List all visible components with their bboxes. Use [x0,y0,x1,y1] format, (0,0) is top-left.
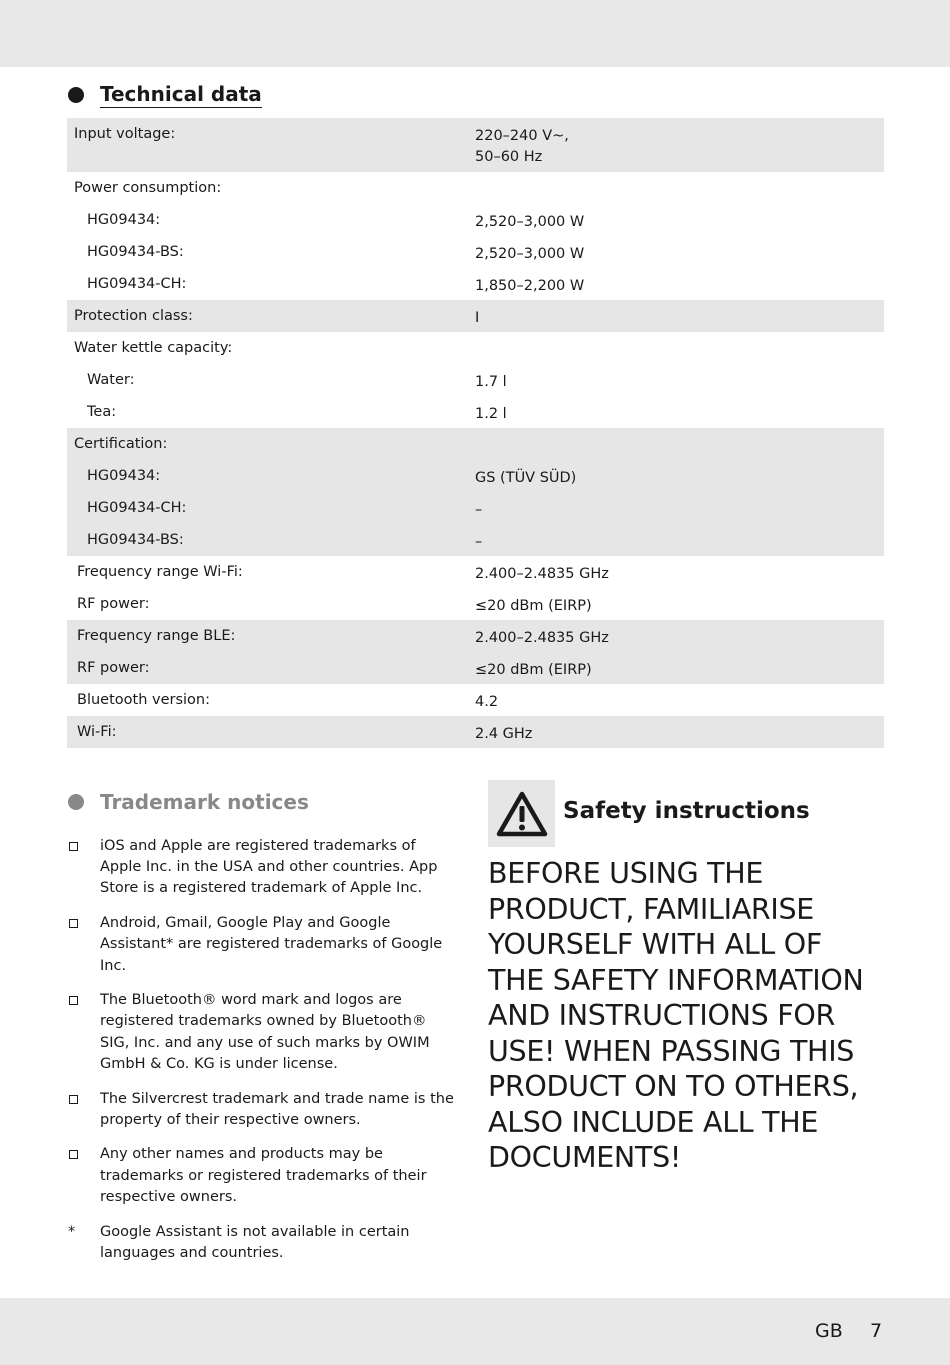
row-label: Protection class: [74,308,193,324]
safety-warning-text: BEFORE USING THE PRODUCT, FAMILIARISE YOURSELF WITH ALL OF THE SAFETY INFORMATION AND INSTRUCTIONS FOR USE! WHEN PASSING THIS PRODUCT ON TO OTHERS, ALSO INCLUDE ALL THE DOCUMENTS! [488,857,864,1174]
page-number: 7 [870,1320,883,1342]
table-row [67,460,884,492]
warning-icon-box [488,780,555,847]
table-row [67,524,884,556]
table-row [67,268,884,300]
row-value: 1.7 l [475,374,507,390]
row-label: Tea: [87,404,117,420]
row-label: Wi-Fi: [77,724,117,740]
bullet-dot-icon [68,794,84,810]
table-row [67,118,884,172]
row-label: Input voltage: [74,126,176,142]
table-row [67,588,884,620]
list-item-text: Google Assistant is not available in certain languages and countries. [100,1223,410,1261]
list-item [68,1144,460,1208]
row-label: Water: [87,372,135,388]
row-value: 2,520–3,000 W [475,214,585,230]
trademark-list [68,836,460,1277]
row-value: I [475,310,480,326]
warning-triangle-icon [496,791,548,837]
row-value: GS (TÜV SÜD) [475,470,577,486]
row-label: Certification: [74,436,168,452]
list-item [68,990,460,1075]
table-row [67,492,884,524]
table-row [67,652,884,684]
footnote-marker: * [68,1223,76,1240]
footnote-item [68,1222,460,1264]
row-value: 1,850–2,200 W [475,278,585,294]
table-row [67,172,884,204]
list-item [68,913,460,977]
table-row [67,716,884,748]
safety-title: Safety instructions [563,798,810,824]
list-item-text: Any other names and products may be trademarks or registered trademarks of their respective owners. [100,1146,427,1205]
row-value: 2.400–2.4835 GHz [475,630,609,646]
trademark-heading [68,790,309,814]
list-item-text: iOS and Apple are registered trademarks of Apple Inc. in the USA and other countries. App Store is a registered trademark of Apple Inc. [100,838,438,897]
row-value: 4.2 [475,694,499,710]
row-value: 2.400–2.4835 GHz [475,566,609,582]
row-label: Frequency range BLE: [77,628,236,644]
bullet-dot-icon [68,87,84,103]
table-row [67,428,884,460]
row-value: 1.2 l [475,406,507,422]
row-label: Power consumption: [74,180,222,196]
header-band [0,0,950,67]
row-value: 220–240 V~, 50–60 Hz [475,128,569,165]
checkbox-square-icon [69,1150,78,1159]
table-row [67,684,884,716]
row-label: HG09434-BS: [87,244,184,260]
checkbox-square-icon [69,842,78,851]
table-row [67,620,884,652]
table-row [67,396,884,428]
checkbox-square-icon [69,996,78,1005]
list-item [68,1089,460,1131]
table-row [67,300,884,332]
row-label: Bluetooth version: [77,692,210,708]
row-value: – [475,534,483,550]
technical-data-table [67,118,884,748]
table-row [67,204,884,236]
list-item-text: The Bluetooth® word mark and logos are registered trademarks owned by Bluetooth® SIG, Inc. and any use of such marks by OWIM GmbH & Co. KG is under license. [100,992,430,1072]
list-item [68,836,460,900]
footer-band [0,1298,950,1365]
row-value: – [475,502,483,518]
footer-language: GB [815,1320,843,1342]
row-label: RF power: [77,660,150,676]
table-row [67,236,884,268]
checkbox-square-icon [69,1095,78,1104]
technical-data-heading [68,82,262,108]
row-label: RF power: [77,596,150,612]
table-row [67,364,884,396]
row-label: Water kettle capacity: [74,340,233,356]
checkbox-square-icon [69,919,78,928]
list-item-text: Android, Gmail, Google Play and Google Assistant* are registered trademarks of Google Inc. [100,915,443,974]
trademark-title: Trademark notices [100,790,309,814]
row-label: HG09434-CH: [87,500,187,516]
row-value: 2,520–3,000 W [475,246,585,262]
list-item-text: The Silvercrest trademark and trade name is the property of their respective owners. [100,1090,454,1128]
row-label: Frequency range Wi-Fi: [77,564,243,580]
row-value: 2.4 GHz [475,726,533,742]
table-row [67,332,884,364]
row-label: HG09434-BS: [87,532,184,548]
row-label: HG09434-CH: [87,276,187,292]
row-value: ≤20 dBm (EIRP) [475,598,592,614]
row-value: ≤20 dBm (EIRP) [475,662,592,678]
row-label: HG09434: [87,212,161,228]
technical-data-title: Technical data [100,82,262,106]
table-row [67,556,884,588]
row-label: HG09434: [87,468,161,484]
